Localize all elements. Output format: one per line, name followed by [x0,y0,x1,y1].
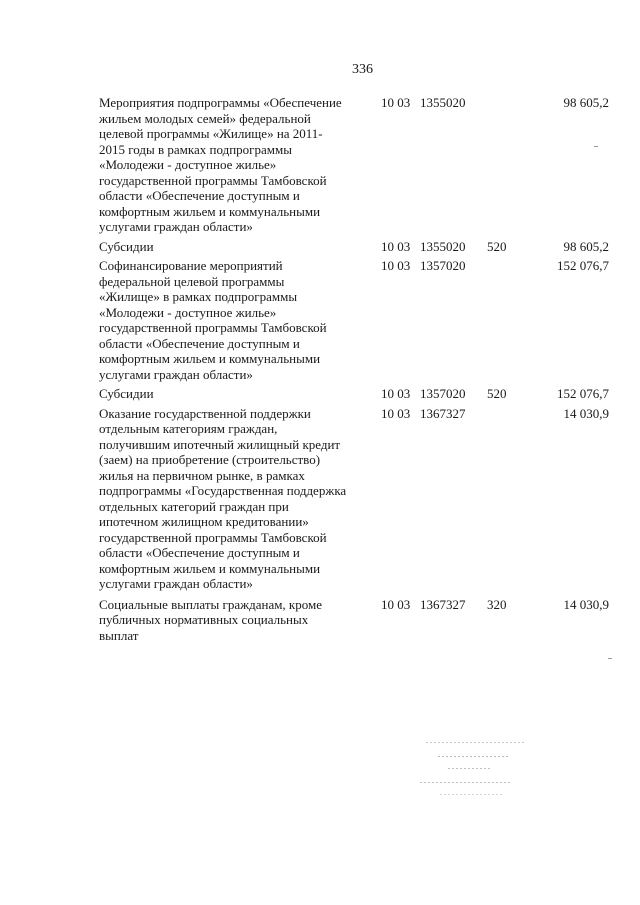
row-amount: 14 030,9 [563,596,609,612]
table-row [99,258,609,382]
table-row [99,597,609,644]
row-amount: 152 076,7 [557,258,609,273]
scan-mark [594,146,598,147]
row-section-code: 10 03 [381,596,411,612]
page-number: 336 [352,62,373,77]
row-expense-type: 520 [487,238,507,254]
row-section-code: 10 03 [381,238,411,254]
row-amount: 98 605,2 [563,95,609,110]
row-section-code: 10 03 [381,95,411,110]
table-row [99,406,609,592]
row-target-code: 1355020 [420,95,466,110]
row-description: Субсидии [99,386,154,401]
budget-table [99,95,609,646]
table-row [99,95,609,235]
row-amount: 152 076,7 [557,386,609,401]
row-description: Мероприятия подпрограммы «Обеспечение жильем молодых семей» федеральной целевой программы «Жилище» на 2011- 2015 годы в рамках подпрограммы «Молодежи - доступное жилье» государственной программы Тамбовской области «Обеспечение доступным и комфортным жильем и коммунальными услугами граждан области» [99,95,342,234]
row-target-code: 1357020 [420,258,466,273]
row-description: Оказание государственной поддержки отдельным категориям граждан, получившим ипотечный жилищный кредит (заем) на приобретение (строительство) жилья на первичном рынке, в рамках подпрограммы «Государственная поддержка отдельных категорий граждан при ипотечном жилищном кредитовании» государственной программы Тамбовской области «Обеспечение доступным и комфортным жильем и коммунальными услугами граждан области» [99,405,347,591]
row-description: Субсидии [99,238,154,254]
scan-mark [608,658,612,659]
table-row [99,386,609,402]
row-expense-type: 520 [487,386,507,401]
row-target-code: 1367327 [420,596,466,612]
row-amount: 98 605,2 [563,238,609,254]
row-target-code: 1367327 [420,405,466,421]
row-target-code: 1357020 [420,386,466,401]
row-amount: 14 030,9 [563,405,609,421]
faint-stamp [410,738,540,808]
row-section-code: 10 03 [381,258,411,273]
row-description: Социальные выплаты гражданам, кроме публичных нормативных социальных выплат [99,596,322,643]
row-target-code: 1355020 [420,238,466,254]
table-row [99,239,609,255]
row-expense-type: 320 [487,596,507,612]
row-section-code: 10 03 [381,405,411,421]
row-section-code: 10 03 [381,386,411,401]
row-description: Софинансирование мероприятий федеральной целевой программы «Жилище» в рамках подпрограммы «Молодежи - доступное жилье» государственной программы Тамбовской области «Обеспечение доступным и комфортным жильем и коммунальными услугами граждан области» [99,258,327,382]
